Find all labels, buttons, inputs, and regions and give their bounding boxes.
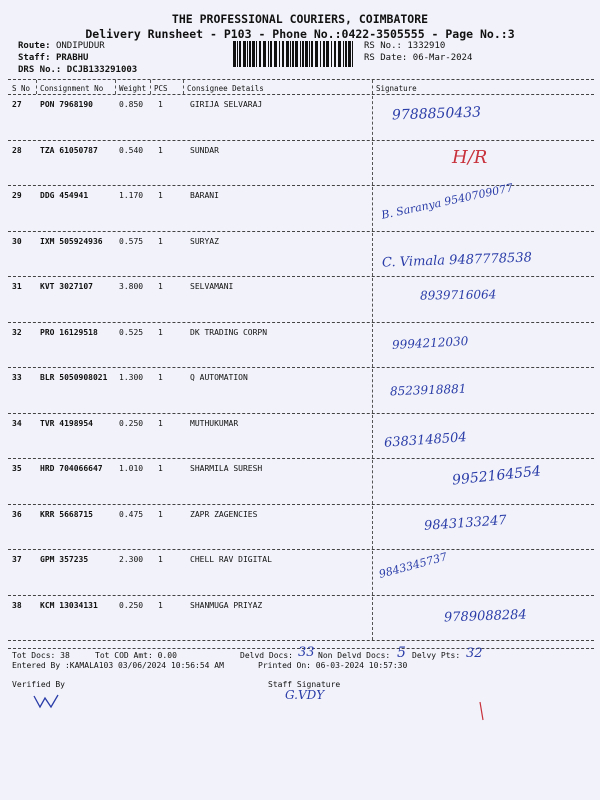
row-pcs: 1 [158,236,163,246]
rs-date-value: 06-Mar-2024 [412,53,473,63]
row-weight: 2.300 [119,555,144,564]
table-top-rule [8,79,594,80]
col-sno: S No [12,84,31,93]
route-label: Route: [18,41,51,51]
row-signature-handwritten: C. Vimala 9487778538 [381,249,533,271]
row-weight: 1.300 [119,373,144,382]
barcode-bar [343,41,344,67]
row-sno: 35 [12,464,22,473]
barcode-bar [290,41,291,67]
row-weight: 0.540 [119,145,144,155]
row-sno: 27 [12,100,22,109]
barcode-bar [305,41,308,67]
row-signature-handwritten: 6383148504 [383,429,468,451]
row-weight: 0.850 [119,100,144,109]
barcode-bar [286,41,289,67]
route-value: ONDIPUDUR [55,41,105,51]
rs-date-label: RS Date: [364,53,408,63]
signature-col-sep [372,96,373,140]
signature-col-sep [372,597,373,641]
row-weight: 0.525 [119,327,144,337]
row-sno: 38 [12,600,22,610]
row-consignee: ZAPR ZAGENCIES [190,509,258,519]
row-weight: 1.170 [119,191,144,200]
row-rule [8,413,594,414]
row-pcs: 1 [158,282,163,291]
signature-col-sep [372,460,373,504]
non-delvd-docs-label: Non Delvd Docs: [318,651,391,660]
rs-no-value: 1332910 [407,41,446,51]
barcode-bar [345,41,347,67]
row-signature-handwritten: 9994212030 [391,333,469,352]
barcode-bar [268,41,269,67]
col-pcs: PCS [154,84,168,93]
row-consignment-no: BLR 5050908021 [40,373,108,382]
entered-by: Entered By :KAMALA103 03/06/2024 10:56:54 AM [12,661,224,670]
row-consignment-no: HRD 704066647 [40,464,103,473]
delvy-pts-label: Delvy Pts: [412,651,461,660]
barcode-bar [270,41,272,67]
row-pcs: 1 [158,191,163,200]
row-consignment-no: KCM 13034131 [40,600,98,610]
non-delvd-handwritten: 5 [397,645,406,661]
row-pcs: 1 [158,555,163,564]
row-consignment-no: KVT 3027107 [40,282,93,291]
barcode-bar [292,41,294,67]
row-consignee: CHELL RAV DIGITAL [190,555,272,564]
barcode-bar [249,41,251,67]
table-row [0,369,600,415]
row-sno: 28 [12,145,22,155]
row-consignee: SHARMILA SURESH [190,464,263,473]
table-row [0,415,600,461]
barcode-bar [279,41,280,67]
row-consignee: Q AUTOMATION [190,373,248,382]
row-consignment-no: PON 7968190 [40,100,93,109]
row-rule [8,231,594,232]
row-signature-handwritten: H/R [452,146,488,168]
barcode-bar [334,41,336,67]
barcode-bar [237,41,238,67]
col-sep [372,80,373,94]
row-pcs: 1 [158,464,163,473]
col-sep [183,80,184,94]
barcode-bar [348,41,351,67]
col-sep [36,80,37,94]
row-signature-handwritten: 9952164554 [451,463,542,489]
col-signature: Signature [376,84,417,93]
row-consignment-no: GPM 357235 [40,555,89,564]
row-consignment-no: TZA 61050787 [40,145,98,155]
barcode-bar [274,41,277,67]
row-consignment-no: PRO 16129518 [40,327,98,337]
table-row [0,324,600,370]
row-sno: 31 [12,282,22,291]
barcode-bar [256,41,257,67]
barcode-bar [259,41,261,67]
barcode-bar [315,41,318,67]
row-consignee: BARANI [190,191,219,200]
row-sno: 33 [12,373,22,382]
tot-cod-amount: Tot COD Amt: 0.00 [95,651,177,660]
staff-line [18,53,88,63]
table-row [0,233,600,279]
barcode-bar [263,41,266,67]
row-weight: 3.800 [119,282,144,291]
staff-value: PRABHU [55,53,89,63]
barcode-bar [323,41,325,67]
rs-date-line [364,53,472,63]
row-sno: 29 [12,191,22,200]
row-sno: 34 [12,418,22,428]
barcode-bar [252,41,255,67]
verified-by-label: Verified By [12,680,65,689]
barcode-bar [331,41,332,67]
col-sep [115,80,116,94]
col-consignment: Consignment No [40,84,104,93]
table-row [0,551,600,597]
barcode-bar [302,41,304,67]
barcode-bar [300,41,301,67]
row-consignee: SURYAZ [190,236,219,246]
row-sno: 36 [12,509,22,519]
row-sno: 30 [12,236,22,246]
row-consignment-no: IXM 505924936 [40,236,103,246]
table-row [0,96,600,142]
row-consignment-no: KRR 5668715 [40,509,93,519]
barcode-bar [352,41,353,67]
row-consignment-no: DDG 454941 [40,191,89,200]
staff-signature-label: Staff Signature [268,680,341,689]
staff-label: Staff: [18,53,51,63]
barcode-bar [295,41,298,67]
tot-docs: Tot Docs: 38 [12,651,70,660]
row-rule [8,595,594,596]
row-signature-handwritten: 9789088284 [443,607,527,625]
delvd-docs-label: Delvd Docs: [240,651,293,660]
row-signature-handwritten: 9843133247 [423,512,508,534]
barcode-bar [239,41,241,67]
row-consignment-no: TVR 4198954 [40,418,93,428]
row-pcs: 1 [158,327,163,337]
row-pcs: 1 [158,145,163,155]
row-signature-handwritten: 8523918881 [389,381,467,399]
signature-col-sep [372,369,373,413]
signature-col-sep [372,506,373,550]
barcode-bar [247,41,248,67]
row-weight: 1.010 [119,464,144,473]
row-signature-handwritten: 9788850433 [391,104,482,124]
row-rule [8,504,594,505]
signature-col-sep [372,278,373,322]
row-pcs: 1 [158,373,163,382]
red-pen-mark [478,700,486,722]
verifier-signature-mark [32,692,64,710]
signature-col-sep [372,415,373,459]
col-sep [150,80,151,94]
row-pcs: 1 [158,100,163,109]
signature-col-sep [372,233,373,277]
row-rule [8,549,594,550]
table-row [0,597,600,643]
row-rule [8,140,594,141]
row-consignee: SUNDAR [190,145,219,155]
row-signature-handwritten: 8939716064 [419,287,497,303]
row-rule [8,322,594,323]
signature-col-sep [372,324,373,368]
row-rule [8,640,594,641]
barcode-bar [338,41,341,67]
row-consignee: SHANMUGA PRIYAZ [190,600,263,610]
delvd-docs-handwritten: 33 [298,645,315,660]
row-signature-handwritten: B. Saranya 9540709077 [380,181,515,222]
row-pcs: 1 [158,418,163,428]
row-pcs: 1 [158,600,163,610]
signature-col-sep [372,551,373,595]
row-pcs: 1 [158,509,163,519]
row-rule [8,367,594,368]
table-row [0,142,600,188]
company-title: THE PROFESSIONAL COURIERS, COIMBATORE [171,12,429,26]
row-rule [8,458,594,459]
row-consignee: DK TRADING CORPN [190,327,268,337]
row-weight: 0.575 [119,236,144,246]
barcode-bar [243,41,246,67]
route-line [18,41,105,51]
runsheet-subtitle: Delivery Runsheet - P103 - Phone No.:0422-3505555 - Page No.:3 [85,27,515,41]
table-row [0,506,600,552]
col-weight: Weight [119,84,147,93]
barcode-bar [326,41,329,67]
table-header-rule [8,94,594,95]
row-rule [8,276,594,277]
row-consignee: MUTHUKUMAR [190,418,239,428]
barcode-bar [233,41,236,67]
row-weight: 0.250 [119,600,144,610]
signature-col-sep [372,187,373,231]
row-signature-handwritten: 9843345737 [377,550,449,581]
row-consignee: GIRIJA SELVARAJ [190,100,263,109]
barcode-bar [320,41,321,67]
table-row [0,460,600,506]
barcode-bar [282,41,284,67]
staff-signature-handwritten: G.VDY [285,688,325,702]
row-weight: 0.475 [119,509,144,519]
col-consignee: Consignee Details [187,84,264,93]
row-sno: 32 [12,327,22,337]
table-row [0,278,600,324]
barcode-image [233,41,353,67]
rs-no-label: RS No.: [364,41,402,51]
printed-on: Printed On: 06-03-2024 10:57:30 [258,661,408,670]
drs-value: DCJB133291003 [66,65,138,75]
row-sno: 37 [12,555,22,564]
drs-line [18,65,137,75]
delvy-pts-handwritten: 32 [466,646,483,661]
drs-label: DRS No.: [18,65,62,75]
table-row [0,181,600,233]
barcode-bar [311,41,313,67]
barcode-bar [309,41,310,67]
row-consignee: SELVAMANI [190,282,234,291]
signature-col-sep [372,142,373,186]
row-weight: 0.250 [119,418,144,428]
rs-no-line [364,41,445,51]
